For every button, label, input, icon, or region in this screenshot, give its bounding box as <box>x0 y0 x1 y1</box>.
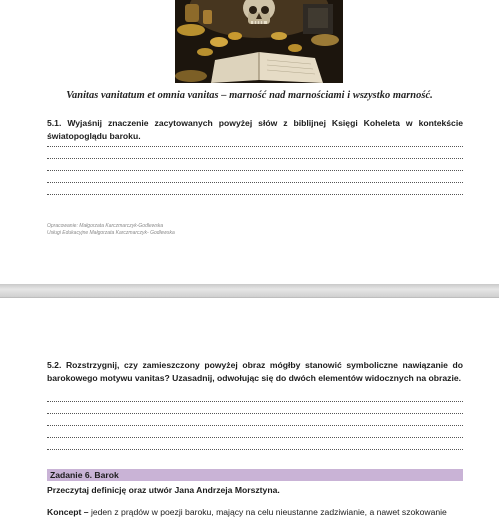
credit-line: Usługi Edukacyjne Małgorzata Karczmarczyk- Godlewska <box>47 229 175 236</box>
answer-line[interactable] <box>47 448 463 450</box>
task-title: Zadanie 6. Barok <box>50 470 119 480</box>
question-number: 5.1. <box>47 118 62 128</box>
question-5-2 <box>47 359 463 384</box>
document-page-2 <box>0 297 499 521</box>
page-separator <box>0 284 499 297</box>
answer-line[interactable] <box>47 181 463 183</box>
author-credits <box>47 223 347 236</box>
vanitas-painting-image <box>175 0 343 83</box>
answer-line[interactable] <box>47 169 463 171</box>
answer-line[interactable] <box>47 193 463 195</box>
latin-quote-caption: Vanitas vanitatum et omnia vanitas – marność nad marnościami i wszystko marność. <box>66 90 433 101</box>
answer-line[interactable] <box>47 412 463 414</box>
question-5-1 <box>47 117 463 142</box>
question-text: Wyjaśnij znaczenie zacytowanych powyżej słów z biblijnej Księgi Koheleta w kontekście światopoglądu baroku. <box>47 118 463 141</box>
concept-text: jeden z prądów w poezji baroku, mający na celu nieustanne zadziwianie, a nawet szokowanie <box>90 507 447 517</box>
concept-dash: – <box>81 507 91 517</box>
concept-term: Koncept <box>47 507 82 517</box>
task-6-header <box>47 469 463 481</box>
answer-line[interactable] <box>47 145 463 147</box>
credit-line: Opracowanie: Małgorzata Karczmarczyk-Godlewska <box>47 223 164 229</box>
answer-line[interactable] <box>47 400 463 402</box>
answer-line[interactable] <box>47 424 463 426</box>
task-instruction: Przeczytaj definicję oraz utwór Jana Andrzeja Morsztyna. <box>47 485 280 495</box>
answer-line[interactable] <box>47 157 463 159</box>
question-number: 5.2. <box>47 360 62 370</box>
answer-line[interactable] <box>47 436 463 438</box>
question-text: Rozstrzygnij, czy zamieszczony powyżej obraz mógłby stanowić symboliczne nawiązanie do barokowego motywu vanitas? Uzasadnij, odwołując się do dwóch elementów widocznych na obrazie. <box>47 360 463 383</box>
concept-definition <box>47 507 463 517</box>
